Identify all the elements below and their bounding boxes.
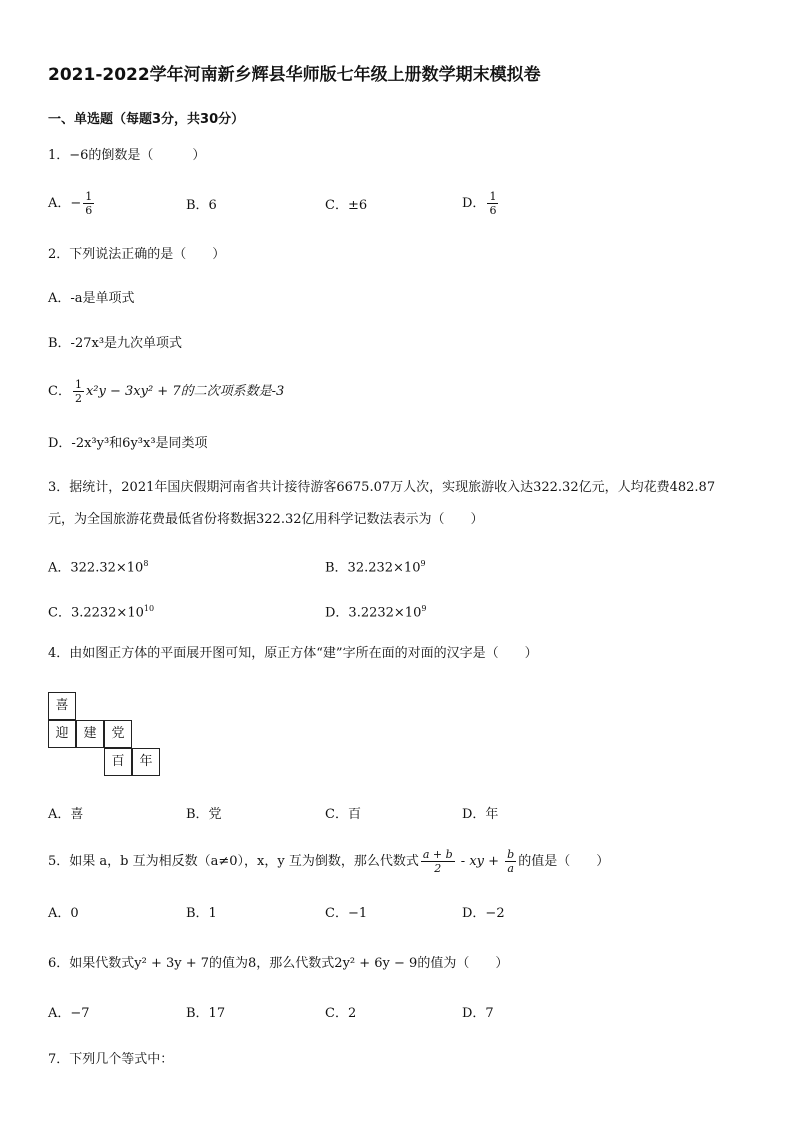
- question-7-stem: 7．下列几个等式中：: [48, 1052, 174, 1067]
- question-2-option-a: A．-a是单项式: [48, 291, 135, 306]
- denominator: 2: [434, 862, 442, 875]
- question-4-option-b: B．党: [186, 807, 222, 822]
- question-2-option-d: D．-2x³y³和6y³x³是同类项: [48, 436, 208, 451]
- question-5-option-b: B．1: [186, 906, 217, 921]
- page-title: 2021-2022学年河南新乡辉县华师版七年级上册数学期末模拟卷: [48, 65, 541, 85]
- exponent: 10: [143, 604, 155, 613]
- question-6-option-d: D．7: [462, 1006, 494, 1021]
- expression: - xy +: [456, 854, 504, 869]
- question-5-option-c: C．−1: [325, 906, 368, 921]
- cube-net-cell: 喜: [48, 692, 76, 720]
- question-5-option-a: A．0: [48, 906, 79, 921]
- numerator: 1: [74, 378, 82, 391]
- exponent: 9: [420, 559, 426, 568]
- question-4-option-c: C．百: [325, 807, 361, 822]
- fraction: [421, 848, 455, 875]
- denominator: 6: [489, 204, 497, 217]
- question-6-option-b: B．17: [186, 1006, 226, 1021]
- numerator: 1: [489, 190, 497, 203]
- cube-net-cell: 迎: [48, 720, 76, 748]
- exponent: 8: [143, 559, 149, 568]
- cube-net-cell: 党: [104, 720, 132, 748]
- question-4-stem: 4．由如图正方体的平面展开图可知，原正方体“建”字所在面的对面的汉字是（ ）: [48, 646, 538, 661]
- section-heading: 一、单选题（每题3分，共30分）: [48, 112, 245, 127]
- question-2-option-c: [48, 378, 284, 405]
- option-base: D．3.2232×10: [325, 605, 422, 621]
- cube-net-figure: [48, 692, 160, 776]
- fraction: [487, 190, 498, 217]
- question-3-option-a: [48, 555, 148, 577]
- option-label: A．−: [48, 196, 82, 211]
- question-1-option-b: B．6: [186, 198, 217, 213]
- question-6-stem: 6．如果代数式y² + 3y + 7的值为8，那么代数式2y² + 6y − 9的值为（ ）: [48, 956, 509, 971]
- denominator: a: [507, 862, 514, 875]
- question-1-option-d: [462, 190, 500, 217]
- option-base: C．3.2232×10: [48, 605, 144, 621]
- question-2-stem: 2．下列说法正确的是（ ）: [48, 247, 226, 262]
- fraction: [83, 190, 94, 217]
- stem-text: 的值是（ ）: [518, 854, 610, 869]
- denominator: 6: [85, 204, 93, 217]
- question-6-option-c: C．2: [325, 1006, 357, 1021]
- cube-net-cell: 年: [132, 748, 160, 776]
- option-base: B．32.232×10: [325, 560, 421, 576]
- cube-net-cell: 建: [76, 720, 104, 748]
- fraction: [73, 378, 84, 405]
- question-6-option-a: A．−7: [48, 1006, 90, 1021]
- denominator: 2: [74, 392, 82, 405]
- question-5-stem: [48, 848, 609, 875]
- question-5-option-d: D．−2: [462, 906, 505, 921]
- question-1-option-c: C．±6: [325, 198, 368, 213]
- question-3-stem-line-2: 元，为全国旅游花费最低省份将数据322.32亿用科学记数法表示为（ ）: [48, 512, 484, 527]
- exponent: 9: [421, 604, 427, 613]
- fraction: [505, 848, 516, 875]
- option-label: D．: [462, 196, 486, 211]
- question-1-option-a: [48, 190, 96, 217]
- question-1-stem: 1．−6的倒数是（ ）: [48, 148, 206, 163]
- question-3-option-d: [325, 600, 426, 622]
- question-3-stem-line-1: 3．据统计，2021年国庆假期河南省共计接待游客6675.07万人次，实现旅游收入达322.32亿元，人均花费482.87: [48, 480, 716, 495]
- question-4-option-d: D．年: [462, 807, 499, 822]
- numerator: 1: [85, 190, 93, 203]
- option-label: C．: [48, 384, 71, 399]
- numerator: a + b: [422, 848, 453, 861]
- question-3-option-b: [325, 555, 426, 577]
- question-2-option-b: B．-27x³是九次单项式: [48, 336, 183, 351]
- numerator: b: [507, 848, 515, 861]
- question-4-option-a: A．喜: [48, 807, 84, 822]
- expression: x²y − 3xy² + 7的二次项系数是-3: [85, 384, 285, 399]
- cube-net-cell: 百: [104, 748, 132, 776]
- question-3-option-c: [48, 600, 154, 622]
- option-base: A．322.32×10: [48, 560, 144, 576]
- stem-text: 5．如果 a，b 互为相反数（a≠0），x，y 互为倒数，那么代数式: [48, 854, 419, 869]
